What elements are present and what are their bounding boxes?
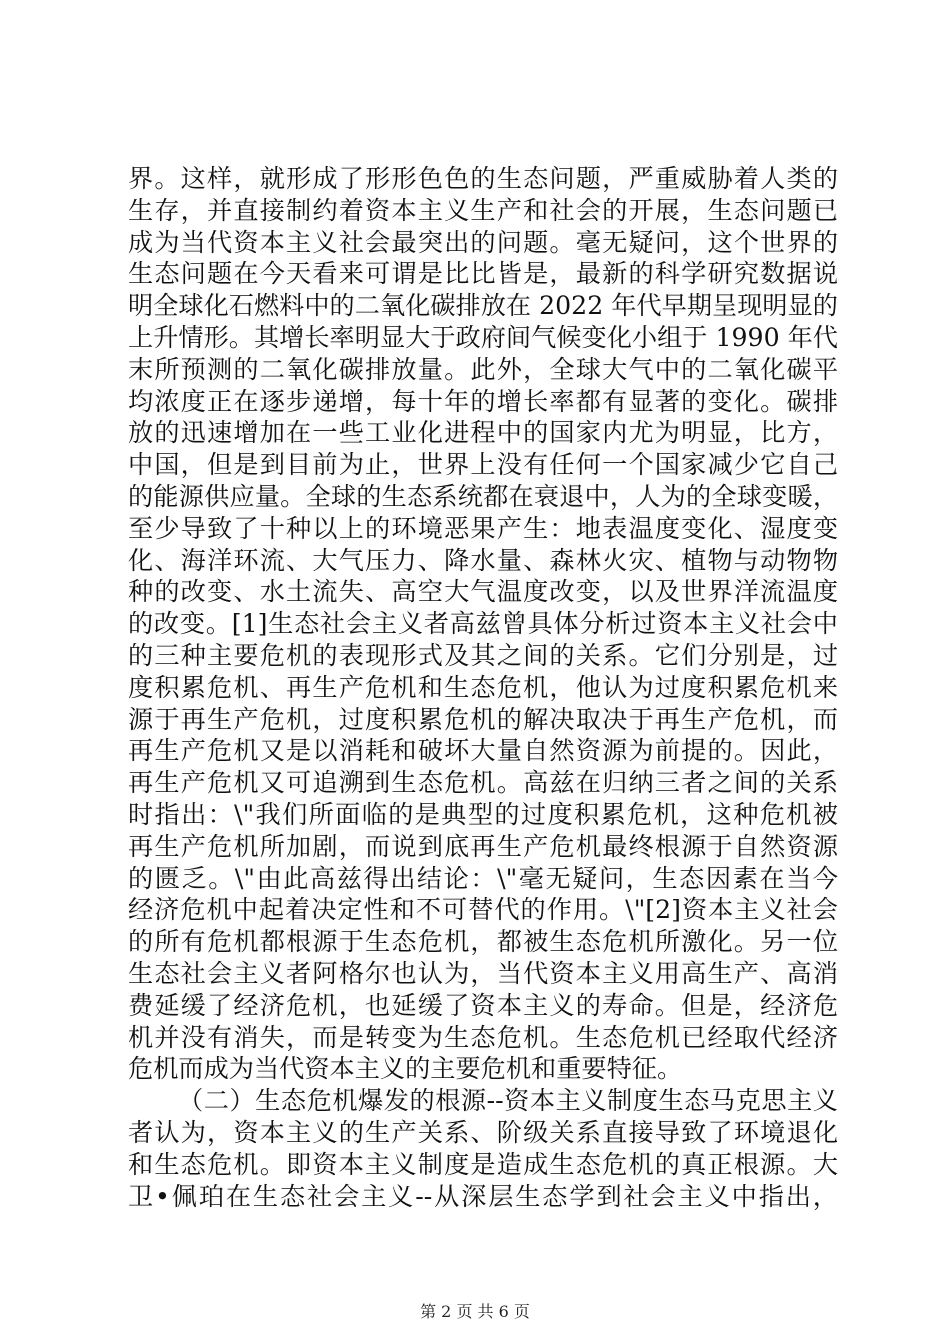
text-line: 再生产危机所加剧，而说到底再生产危机最终根源于自然资源 — [128, 831, 838, 861]
text-line: 末所预测的二氧化碳排放量。此外，全球大气中的二氧化碳平 — [128, 354, 838, 384]
text-line: 生态问题在今天看来可谓是比比皆是，最新的科学研究数据说 — [128, 259, 838, 289]
page-number-label: 第 2 页 共 6 页 — [420, 1302, 530, 1321]
text-line: 放的迅速增加在一些工业化进程中的国家内尤为明显，比方， — [128, 418, 838, 448]
text-line: 机并没有消失，而是转变为生态危机。生态危机已经取代经济 — [128, 1022, 838, 1052]
text-line: 的改变。[1]生态社会主义者高兹曾具体分析过资本主义社会中 — [128, 609, 838, 639]
text-line: 至少导致了十种以上的环境恶果产生：地表温度变化、湿度变 — [128, 513, 838, 543]
paragraph-2 — [128, 1085, 838, 1212]
text-line: 卫•佩珀在生态社会主义--从深层生态学到社会主义中指出， — [128, 1181, 838, 1211]
text-line: 危机而成为当代资本主义的主要危机和重要特征。 — [128, 1054, 683, 1084]
text-line: 再生产危机又可追溯到生态危机。高兹在归纳三者之间的关系 — [128, 768, 838, 798]
text-line: 的匮乏。\"由此高兹得出结论：\"毫无疑问，生态因素在当今 — [128, 863, 838, 893]
text-line: 源于再生产危机，过度积累危机的解决取决于再生产危机，而 — [128, 704, 838, 734]
text-line: 生存，并直接制约着资本主义生产和社会的开展，生态问题已 — [128, 195, 838, 225]
text-line: 中国，但是到目前为止，世界上没有任何一个国家减少它自己 — [128, 450, 838, 480]
text-line: 经济危机中起着决定性和不可替代的作用。\"[2]资本主义社会 — [128, 895, 838, 925]
text-line: 均浓度正在逐步递增，每十年的增长率都有显著的变化。碳排 — [128, 386, 838, 416]
text-line: 上升情形。其增长率明显大于政府间气候变化小组于 1990 年代 — [128, 322, 838, 352]
text-line: 成为当代资本主义社会最突出的问题。毫无疑问，这个世界的 — [128, 227, 838, 257]
text-line: 的三种主要危机的表现形式及其之间的关系。它们分别是，过 — [128, 640, 838, 670]
text-line: 化、海洋环流、大气压力、降水量、森林火灾、植物与动物物 — [128, 545, 838, 575]
paragraph-1 — [128, 163, 838, 1085]
text-line: 明全球化石燃料中的二氧化碳排放在 2022 年代早期呈现明显的 — [128, 291, 838, 321]
text-line: 界。这样，就形成了形形色色的生态问题，严重威胁着人类的 — [128, 164, 838, 193]
text-line: 的所有危机都根源于生态危机，都被生态危机所激化。另一位 — [128, 927, 838, 957]
text-line: 和生态危机。即资本主义制度是造成生态危机的真正根源。大 — [128, 1149, 838, 1179]
body-text — [128, 163, 838, 1212]
text-line: 度积累危机、再生产危机和生态危机，他认为过度积累危机来 — [128, 672, 838, 702]
text-line: 再生产危机又是以消耗和破坏大量自然资源为前提的。因此， — [128, 736, 838, 766]
page-footer — [0, 1302, 950, 1322]
text-line: 者认为，资本主义的生产关系、阶级关系直接导致了环境退化 — [128, 1117, 838, 1147]
text-line: 种的改变、水土流失、高空大气温度改变，以及世界洋流温度 — [128, 577, 838, 607]
text-line: 费延缓了经济危机，也延缓了资本主义的寿命。但是，经济危 — [128, 990, 838, 1020]
text-line: 的能源供应量。全球的生态系统都在衰退中，人为的全球变暖， — [128, 481, 838, 511]
text-line: 时指出：\"我们所面临的是典型的过度积累危机，这种危机被 — [128, 799, 838, 829]
text-line: 生态社会主义者阿格尔也认为，当代资本主义用高生产、高消 — [128, 958, 838, 988]
text-line: （二）生态危机爆发的根源--资本主义制度生态马克思主义 — [178, 1086, 838, 1116]
